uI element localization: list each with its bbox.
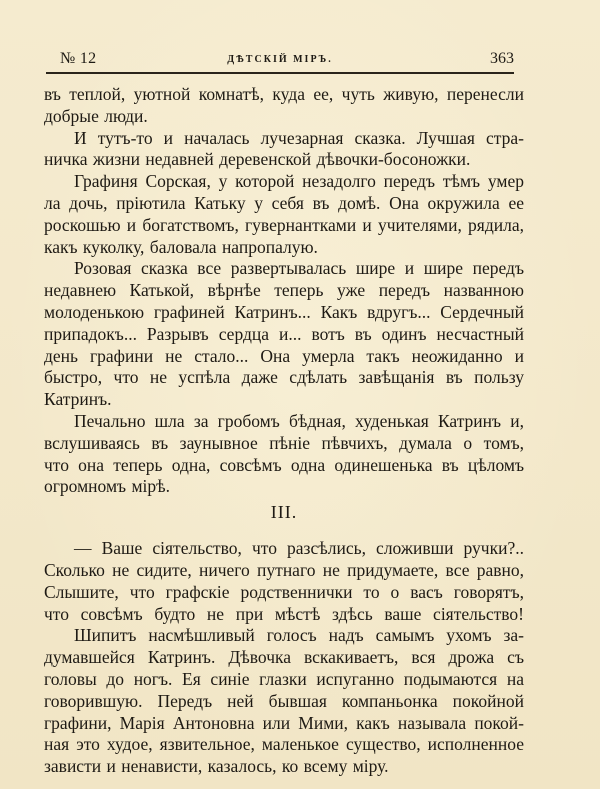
section-heading: III. [270,502,298,523]
text-line: молоденькою графиней Катринъ... Какъ вдругъ... Сердечный [44,301,524,322]
text-line: графини, Марія Антоновна или Мими, какъ называла покой- [44,712,524,733]
text-line: припадокъ... Разрывъ сердца и... вотъ въ одинъ несчастный [44,323,524,344]
running-header [46,48,514,72]
text-line: Розовая сказка все развертывалась шире и шире передъ [74,258,524,279]
text-line: огромномъ мірѣ. [44,476,171,497]
text-line: въ теплой, уютной комнатѣ, куда ее, чуть живую, перенесли [44,84,524,104]
text-line: Сколько не сидите, ничего путнаго не придумаете, все равно, [44,559,524,580]
text-line: что она теперь одна, совсѣмъ одна одинешенька въ цѣломъ [44,454,524,475]
text-line: роскошью и богатствомъ, гувернантками и учителями, рядила, [44,214,524,235]
text-line: Катринъ. [44,389,112,410]
text-line: быстро, что не успѣла даже сдѣлать завѣщанія въ пользу [44,367,524,388]
text-line: ла дочь, пріютила Катьку у себя въ домѣ. Она окружила ее [44,192,524,213]
text-line: какъ куколку, баловала напропалую. [44,236,318,257]
text-line: день графини не стало... Она умерла такъ неожиданно и [44,345,524,366]
text-line: Печально шла за гробомъ бѣдная, худенькая Катринъ и, [74,410,524,431]
header-rule [46,72,514,74]
page-number: 363 [490,50,514,67]
text-line: ная это худое, язвительное, маленькое существо, исполненное [44,734,524,755]
issue-number: № 12 [60,50,97,67]
text-line: зависти и ненависти, казалось, ко всему міру. [44,756,389,777]
text-line: вслушиваясь въ заунывное пѣніе пѣвчихъ, думала о томъ, [44,432,524,453]
text-line: головы до ногъ. Ея синіе глазки испуганно подымаются на [44,668,524,689]
text-line: И тутъ-то и началась лучезарная сказка. Лучшая стра- [74,127,524,148]
text-line: говорившую. Передъ ней бывшая компаньонка покойной [44,690,524,711]
text-line: — Ваше сіятельство, что разсѣлись, сложивши ручки?.. [74,538,524,559]
text-line: Графиня Сорская, у которой незадолго передъ тѣмъ умер [74,171,524,192]
text-line: Шипитъ насмѣшливый голосъ надъ самымъ ухомъ за- [74,625,524,646]
journal-title: ДѢТСКІЙ МІРЪ. [227,54,333,65]
text-line: Слышите, что графскіе родственнички то о васъ говорятъ, [44,581,524,602]
text-line: ничка жизни недавней деревенской дѣвочки-босоножки. [44,149,471,170]
text-line: недавнею Катькой, вѣрнѣе теперь уже передъ названною [44,280,524,301]
text-line: думавшейся Катринъ. Дѣвочка вскакиваетъ, вся дрожа съ [44,647,524,668]
text-line: добрые люди. [44,105,148,126]
text-line: что совсѣмъ будто не при мѣстѣ здѣсь ваше сіятельство! [44,603,524,624]
text-body [44,84,524,778]
